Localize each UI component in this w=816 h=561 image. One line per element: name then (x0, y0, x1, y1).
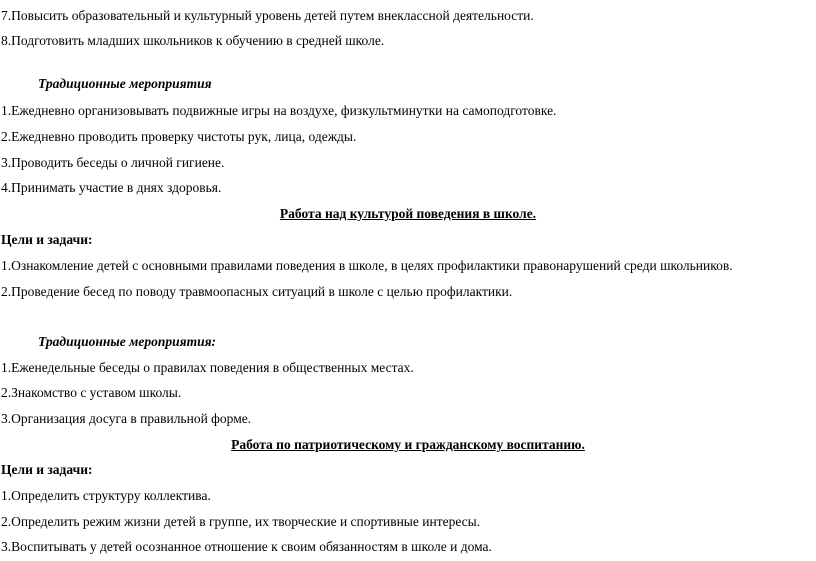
goals-label: Цели и задачи: (1, 232, 93, 247)
list-item: 4.Принимать участие в днях здоровья. (1, 180, 222, 195)
goals-label: Цели и задачи: (1, 462, 93, 477)
list-item: 1.Ознакомление детей с основными правилами поведения в школе, в целях профилактики правонарушений среди школьников. (1, 258, 733, 273)
list-item: 3.Воспитывать у детей осознанное отношение к своим обязанностям в школе и дома. (1, 539, 492, 554)
list-item: 3.Организация досуга в правильной форме. (1, 411, 252, 426)
list-item: 8.Подготовить младших школьников к обучению в средней школе. (1, 33, 385, 48)
list-item: 1.Ежедневно организовывать подвижные игры на воздухе, физкультминутки на самоподготовке. (1, 103, 557, 118)
events-heading: Традиционные мероприятия (38, 76, 212, 91)
list-item: 1.Определить структуру коллектива. (1, 488, 211, 503)
list-item: 3.Проводить беседы о личной гигиене. (1, 155, 225, 170)
section-title: Работа над культурой поведения в школе. (279, 206, 537, 221)
list-item: 2.Знакомство с уставом школы. (1, 385, 182, 400)
list-item: 2.Ежедневно проводить проверку чистоты рук, лица, одежды. (1, 129, 357, 144)
list-item: 2.Проведение бесед по поводу травмоопасных ситуаций в школе с целью профилактики. (1, 284, 513, 299)
list-item: 2.Определить режим жизни детей в группе, их творческие и спортивные интересы. (1, 514, 481, 529)
list-item: 1.Еженедельные беседы о правилах поведения в общественных местах. (1, 360, 414, 375)
events-heading: Традиционные мероприятия: (38, 334, 217, 349)
list-item: 7.Повысить образовательный и культурный уровень детей путем внеклассной деятельности. (1, 8, 534, 23)
section-title: Работа по патриотическому и гражданскому воспитанию. (231, 437, 585, 452)
